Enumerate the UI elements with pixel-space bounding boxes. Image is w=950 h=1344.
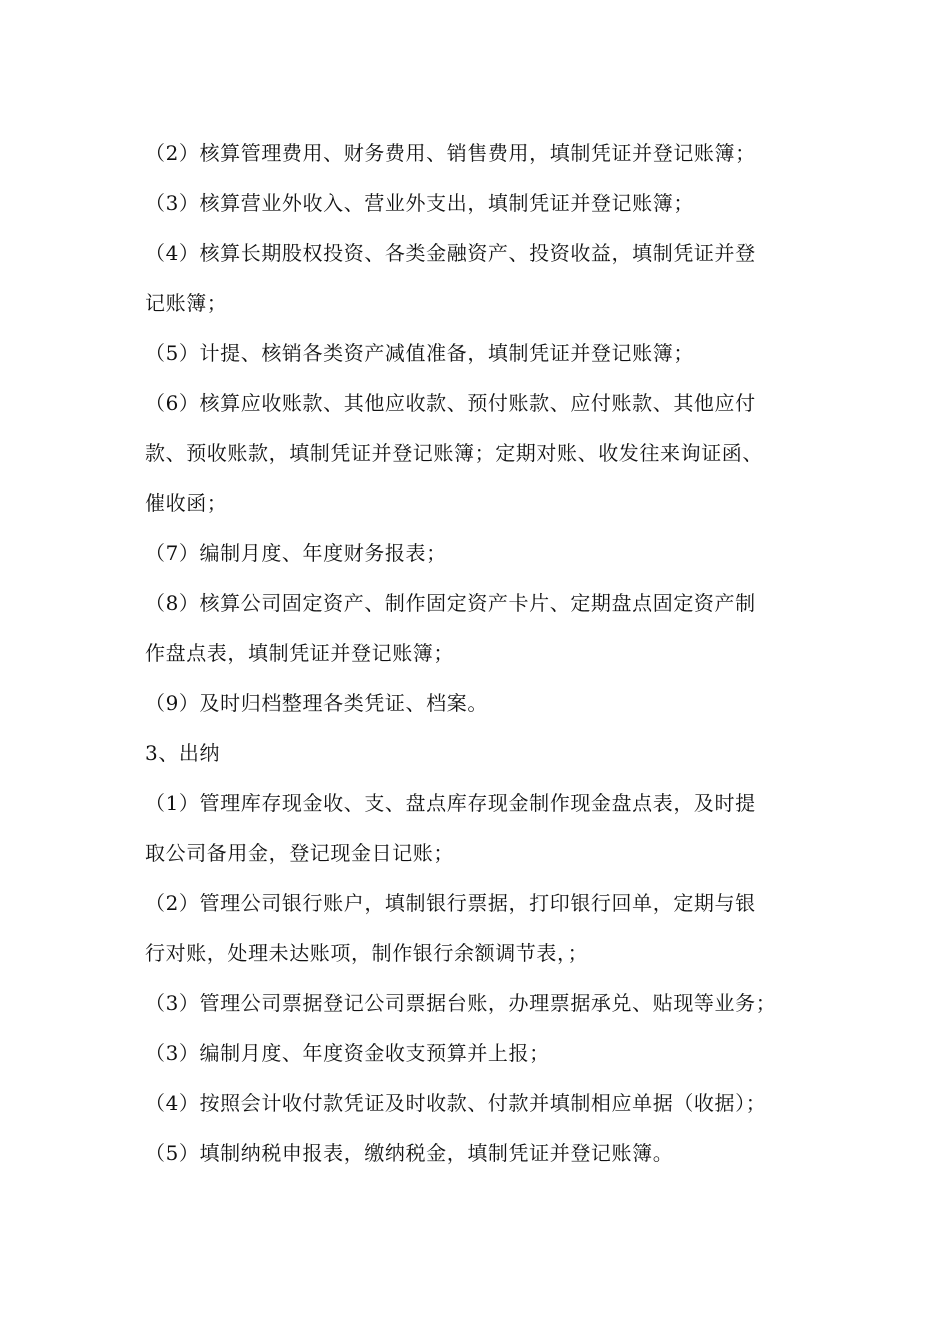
document-body (145, 128, 825, 1178)
text-line: （6）核算应收账款、其他应收款、预付账款、应付账款、其他应付 (145, 391, 756, 415)
text-line: （3）编制月度、年度资金收支预算并上报； (145, 1041, 550, 1065)
text-line: 记账簿； (145, 291, 228, 315)
text-line: （1）管理库存现金收、支、盘点库存现金制作现金盘点表，及时提 (145, 791, 756, 815)
text-line: （4）按照会计收付款凭证及时收款、付款并填制相应单据（收据）； (145, 1091, 767, 1115)
text-line: （3）管理公司票据登记公司票据台账，办理票据承兑、贴现等业务； (145, 991, 777, 1015)
section-heading: 3、出纳 (145, 741, 221, 765)
text-line: （2）核算管理费用、财务费用、销售费用，填制凭证并登记账簿； (145, 141, 756, 165)
text-line: 款、预收账款，填制凭证并登记账簿；定期对账、收发往来询证函、 (145, 441, 763, 465)
text-line: （3）核算营业外收入、营业外支出，填制凭证并登记账簿； (145, 191, 694, 215)
text-line: （4）核算长期股权投资、各类金融资产、投资收益，填制凭证并登 (145, 241, 756, 265)
text-line: （7）编制月度、年度财务报表； (145, 541, 447, 565)
text-line: 作盘点表，填制凭证并登记账簿； (145, 641, 454, 665)
text-line: （5）填制纳税申报表，缴纳税金，填制凭证并登记账簿。 (145, 1141, 674, 1165)
text-line: 催收函； (145, 491, 228, 515)
text-line: （2）管理公司银行账户，填制银行票据，打印银行回单，定期与银 (145, 891, 756, 915)
text-line: 取公司备用金，登记现金日记账； (145, 841, 454, 865)
text-line: （8）核算公司固定资产、制作固定资产卡片、定期盘点固定资产制 (145, 591, 756, 615)
text-line: （5）计提、核销各类资产减值准备，填制凭证并登记账簿； (145, 341, 694, 365)
text-line: 行对账，处理未达账项，制作银行余额调节表，； (145, 941, 589, 965)
text-line: （9）及时归档整理各类凭证、档案。 (145, 691, 488, 715)
